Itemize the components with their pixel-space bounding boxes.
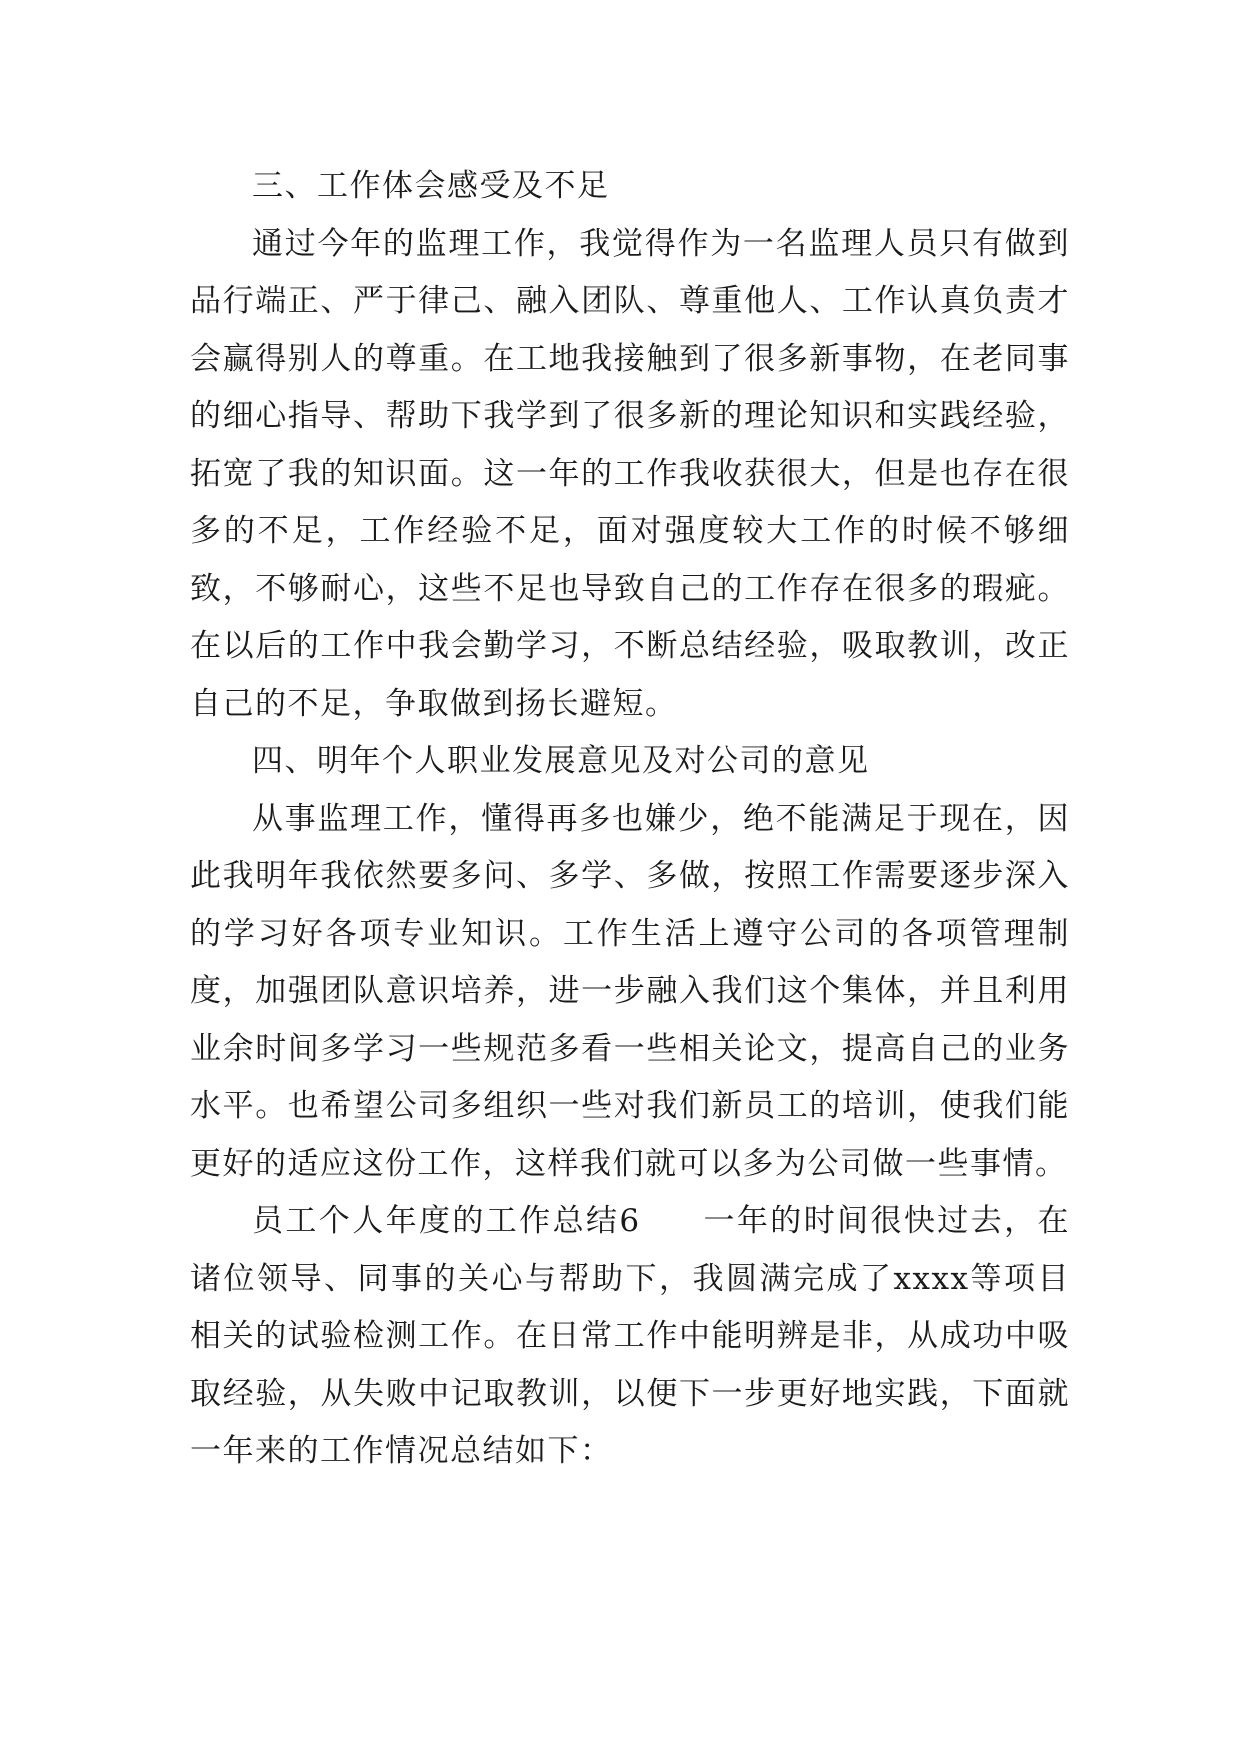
section-4-heading: 四、明年个人职业发展意见及对公司的意见 bbox=[252, 743, 870, 779]
summary-6-body: 一年的时间很快过去，在诸位领导、同事的关心与帮助下，我圆满完成了xxxx等项目相关的试验检测工作。在日常工作中能明辨是非，从成功中吸取经验，从失败中记取教训，以便下一步更好地实践，下面就一年来的工作情况总结如下： bbox=[190, 1203, 1070, 1469]
section-4-paragraph: 从事监理工作，懂得再多也嫌少，绝不能满足于现在，因此我明年我依然要多问、多学、多做，按照工作需要逐步深入的学习好各项专业知识。工作生活上遵守公司的各项管理制度，加强团队意识培养，进一步融入我们这个集体，并且利用业余时间多学习一些规范多看一些相关论文，提高自己的业务水平。也希望公司多组织一些对我们新员工的培训，使我们能更好的适应这份工作，这样我们就可以多为公司做一些事情。 bbox=[190, 800, 1070, 1182]
section-3-heading: 三、工作体会感受及不足 bbox=[252, 168, 610, 204]
summary-6-title: 员工个人年度的工作总结6 bbox=[252, 1203, 641, 1239]
section-3-paragraph: 通过今年的监理工作，我觉得作为一名监理人员只有做到品行端正、严于律己、融入团队、尊重他人、工作认真负责才会赢得别人的尊重。在工地我接触到了很多新事物，在老同事的细心指导、帮助下我学到了很多新的理论知识和实践经验，拓宽了我的知识面。这一年的工作我收获很大，但是也存在很多的不足，工作经验不足，面对强度较大工作的时候不够细致，不够耐心，这些不足也导致自己的工作存在很多的瑕疵。在以后的工作中我会勤学习，不断总结经验，吸取教训，改正自己的不足，争取做到扬长避短。 bbox=[190, 225, 1070, 722]
summary-6-paragraph bbox=[190, 1193, 1070, 1481]
document-body bbox=[190, 158, 1070, 1481]
